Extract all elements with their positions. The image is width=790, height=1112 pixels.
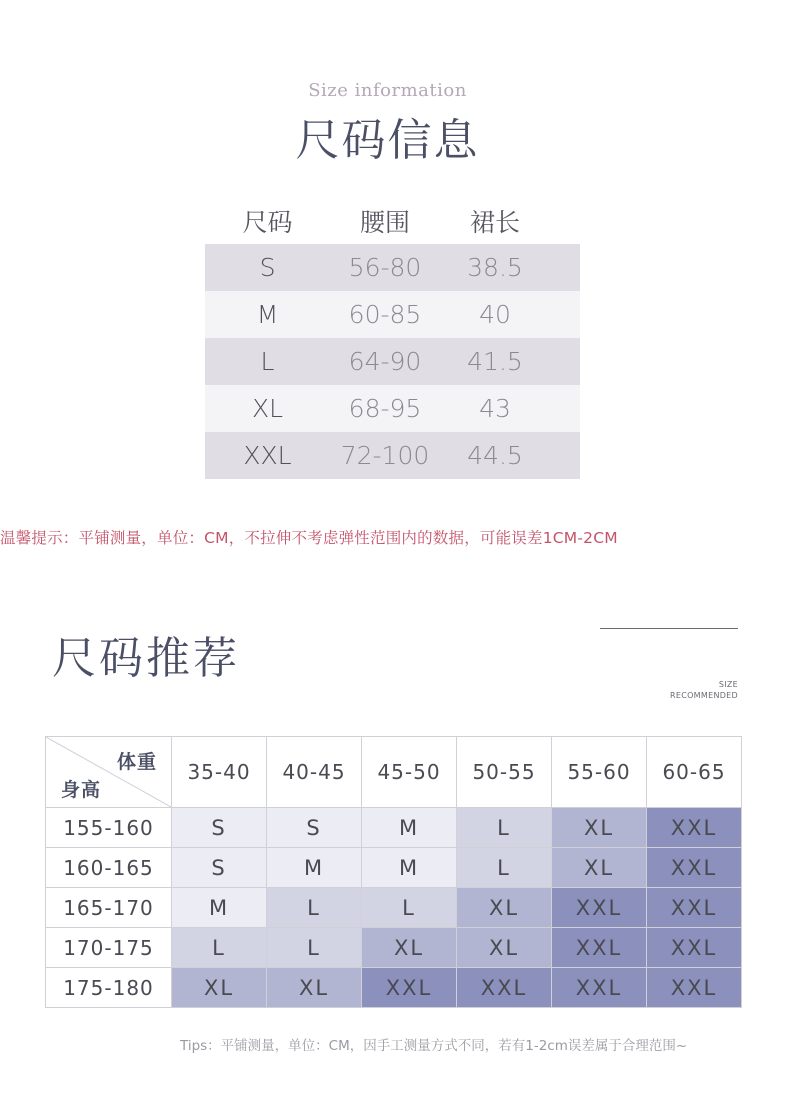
height-row bbox=[46, 928, 742, 968]
length-cell: 40 bbox=[479, 300, 511, 329]
length-cell: 38.5 bbox=[467, 253, 523, 282]
size-cell: S bbox=[259, 253, 276, 282]
size-rec-cell: L bbox=[172, 928, 267, 968]
height-cell: 175-180 bbox=[46, 968, 172, 1008]
size-rec-cell: XXL bbox=[457, 968, 552, 1008]
size-recommend-en-label bbox=[670, 679, 738, 701]
size-rec-cell: XXL bbox=[647, 808, 742, 848]
waist-cell: 72-100 bbox=[340, 441, 430, 470]
size-cell: M bbox=[256, 300, 279, 329]
size-rec-cell: XL bbox=[172, 968, 267, 1008]
size-rec-cell: M bbox=[362, 808, 457, 848]
size-rec-cell: S bbox=[172, 848, 267, 888]
size-rec-cell: XXL bbox=[647, 928, 742, 968]
size-rec-cell: L bbox=[267, 888, 362, 928]
size-rec-cell: L bbox=[457, 848, 552, 888]
size-rec-cell: L bbox=[457, 808, 552, 848]
length-cell: 44.5 bbox=[467, 441, 523, 470]
size-table bbox=[205, 198, 580, 479]
size-rec-cell: XL bbox=[362, 928, 457, 968]
size-rec-cell: XXL bbox=[552, 888, 647, 928]
size-rec-cell: M bbox=[267, 848, 362, 888]
size-rec-cell: M bbox=[172, 888, 267, 928]
size-rec-cell: XXL bbox=[362, 968, 457, 1008]
corner-cell bbox=[46, 737, 172, 808]
size-rec-cell: XXL bbox=[647, 968, 742, 1008]
height-row bbox=[46, 848, 742, 888]
size-rec-cell: XL bbox=[552, 808, 647, 848]
en-label-line1: SIZE bbox=[718, 680, 738, 689]
size-rec-cell: XXL bbox=[552, 928, 647, 968]
en-label-line2: RECOMMENDED bbox=[669, 691, 738, 700]
waist-cell: 64-90 bbox=[348, 347, 422, 376]
weight-header: 45-50 bbox=[362, 737, 457, 808]
size-info-subtitle: Size information bbox=[308, 80, 467, 101]
size-rec-cell: L bbox=[362, 888, 457, 928]
size-table-row bbox=[205, 291, 580, 338]
size-recommend-table bbox=[45, 736, 742, 1008]
weight-header: 55-60 bbox=[552, 737, 647, 808]
size-table-row bbox=[205, 244, 580, 291]
size-rec-cell: L bbox=[267, 928, 362, 968]
waist-cell: 56-80 bbox=[348, 253, 422, 282]
weight-header: 60-65 bbox=[647, 737, 742, 808]
size-table-header-cell: 裙长 bbox=[469, 208, 520, 237]
size-rec-cell: XXL bbox=[647, 848, 742, 888]
height-row bbox=[46, 808, 742, 848]
size-rec-cell: XL bbox=[457, 928, 552, 968]
size-table-row bbox=[205, 338, 580, 385]
weight-label: 体重 bbox=[116, 751, 157, 773]
size-cell: L bbox=[260, 347, 275, 376]
weight-header: 40-45 bbox=[267, 737, 362, 808]
waist-cell: 68-95 bbox=[348, 394, 422, 423]
size-rec-cell: XL bbox=[267, 968, 362, 1008]
weight-header: 35-40 bbox=[172, 737, 267, 808]
size-table-header-cell: 尺码 bbox=[242, 208, 293, 237]
measurement-tip: 温馨提示：平铺测量，单位：CM，不拉伸不考虑弹性范围内的数据，可能误差1CM-2CM bbox=[0, 529, 618, 547]
size-table-row bbox=[205, 432, 580, 479]
size-rec-cell: S bbox=[172, 808, 267, 848]
size-table-header-cell: 腰围 bbox=[359, 208, 410, 237]
size-rec-cell: XXL bbox=[552, 968, 647, 1008]
size-cell: XXL bbox=[243, 441, 292, 470]
size-table-header bbox=[205, 198, 580, 244]
height-row bbox=[46, 968, 742, 1008]
size-rec-cell: XXL bbox=[647, 888, 742, 928]
weight-header-row bbox=[46, 737, 742, 808]
height-cell: 165-170 bbox=[46, 888, 172, 928]
size-rec-cell: XL bbox=[457, 888, 552, 928]
waist-cell: 60-85 bbox=[348, 300, 422, 329]
height-cell: 160-165 bbox=[46, 848, 172, 888]
height-row bbox=[46, 888, 742, 928]
size-table-row bbox=[205, 385, 580, 432]
height-label: 身高 bbox=[61, 779, 102, 801]
bottom-tip: Tips：平铺测量，单位：CM，因手工测量方式不同，若有1-2cm误差属于合理范围~ bbox=[180, 1038, 688, 1054]
length-cell: 43 bbox=[479, 394, 511, 423]
size-rec-cell: XL bbox=[552, 848, 647, 888]
size-info-title: 尺码信息 bbox=[295, 115, 480, 166]
size-rec-cell: S bbox=[267, 808, 362, 848]
size-cell: XL bbox=[251, 394, 284, 423]
length-cell: 41.5 bbox=[467, 347, 523, 376]
height-cell: 170-175 bbox=[46, 928, 172, 968]
size-rec-cell: M bbox=[362, 848, 457, 888]
weight-header: 50-55 bbox=[457, 737, 552, 808]
height-cell: 155-160 bbox=[46, 808, 172, 848]
size-recommend-title: 尺码推荐 bbox=[52, 633, 240, 684]
divider-line bbox=[600, 628, 738, 629]
